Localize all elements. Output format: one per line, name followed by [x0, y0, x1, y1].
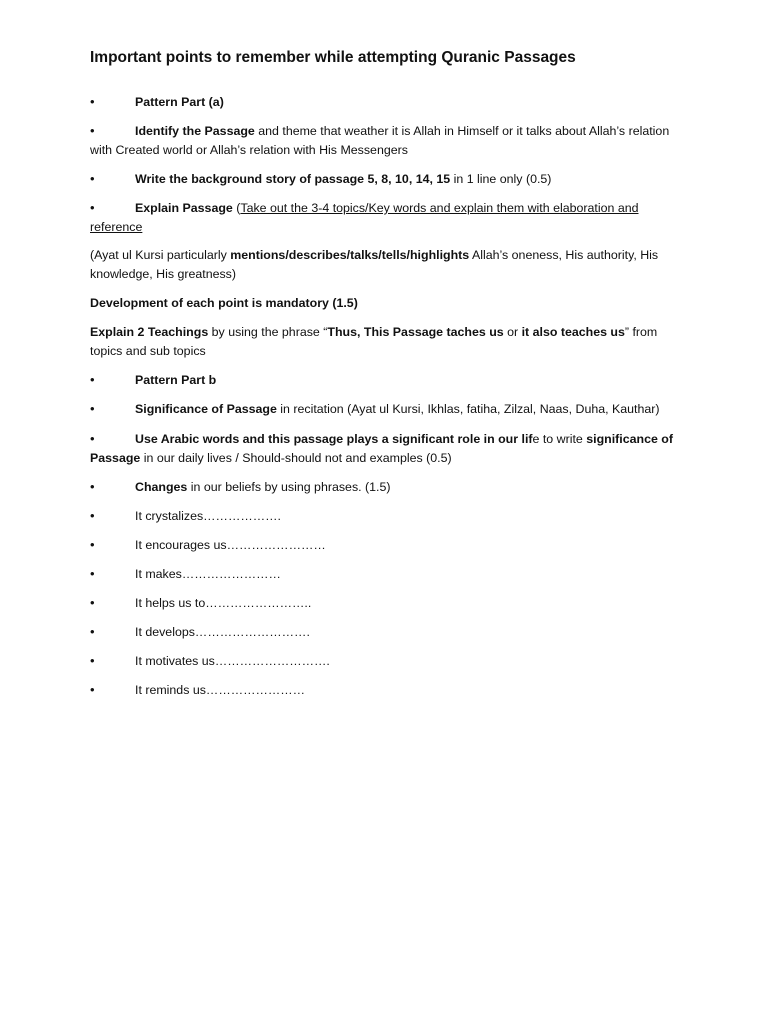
phrase-item — [90, 651, 680, 671]
ayat-bold: mentions/describes/talks/tells/highlights — [230, 248, 470, 262]
significance-bold: Significance of Passage — [135, 402, 277, 416]
phrase-text: It encourages us…………………… — [135, 538, 326, 552]
identify-passage-point — [90, 121, 680, 160]
phrase-item — [90, 564, 680, 584]
phrase-item — [90, 506, 680, 526]
development-bold: Development of each point is mandatory (1.5) — [90, 296, 358, 310]
significance-text: in recitation (Ayat ul Kursi, Ikhlas, fatiha, Zilzal, Naas, Duha, Kauthar) — [276, 402, 660, 416]
phrase-text: It helps us to…………………….. — [135, 596, 312, 610]
bullet-icon: • — [90, 682, 95, 697]
bullet-icon: • — [90, 595, 95, 610]
arabic-words-point — [90, 429, 680, 468]
ayat-note — [90, 246, 680, 284]
bullet-icon: • — [90, 431, 95, 446]
bullet-icon: • — [90, 372, 95, 387]
bullet-icon: • — [90, 653, 95, 668]
pattern-part-b — [90, 370, 680, 390]
document-title: Important points to remember while attempting Quranic Passages — [90, 49, 576, 66]
arabic-bold: Use Arabic words and this passage plays a significant role in our lif — [135, 432, 533, 446]
background-text: in 1 line only (0.5) — [450, 172, 552, 186]
explain-underlined: Take out the 3-4 topics/Key words and explain them with elaboration and reference — [90, 201, 639, 234]
changes-point — [90, 477, 680, 497]
arabic-bold-2: significance of Passage — [90, 432, 674, 465]
teach-bold-2: Thus, This Passage taches us — [327, 325, 504, 339]
phrase-text: It reminds us…………………… — [135, 683, 306, 697]
teach-bold-3: it also teaches us — [521, 325, 625, 339]
bullet-icon: • — [90, 94, 95, 109]
bullet-icon: • — [90, 401, 95, 416]
bullet-icon: • — [90, 171, 95, 186]
ayat-pre: (Ayat ul Kursi particularly — [90, 248, 231, 262]
changes-bold: Changes — [135, 480, 188, 494]
explain-paren: ( — [232, 201, 241, 215]
phrase-text: It makes…………………… — [135, 567, 281, 581]
changes-text: in our beliefs by using phrases. (1.5) — [187, 480, 391, 494]
pattern-a-label: Pattern Part (a) — [135, 95, 224, 109]
development-note — [90, 294, 680, 313]
background-story-point — [90, 169, 680, 189]
arabic-text: e to write — [532, 432, 587, 446]
teachings-note — [90, 323, 680, 361]
explain-bold: Explain Passage — [135, 201, 233, 215]
phrase-item — [90, 593, 680, 613]
bullet-icon: • — [90, 537, 95, 552]
teach-text-3: ” from topics and sub topics — [90, 325, 658, 358]
phrase-text: It develops………………………. — [135, 625, 310, 639]
identify-bold: Identify the Passage — [135, 124, 255, 138]
bullet-icon: • — [90, 479, 95, 494]
bullet-icon: • — [90, 200, 95, 215]
phrase-item — [90, 535, 680, 555]
identify-text: and theme that weather it is Allah in Himself or it talks about Allah’s relation with Created world or Allah’s relation with His Messengers — [90, 124, 670, 157]
teach-text-1: by using the phrase “ — [208, 325, 328, 339]
phrase-item — [90, 680, 680, 700]
teach-bold-1: Explain 2 Teachings — [90, 325, 209, 339]
pattern-b-label: Pattern Part b — [135, 373, 217, 387]
bullet-icon: • — [90, 624, 95, 639]
ayat-post: Allah’s oneness, His authority, His knowledge, His greatness) — [90, 248, 659, 281]
bullet-icon: • — [90, 123, 95, 138]
bullet-icon: • — [90, 508, 95, 523]
phrase-item — [90, 622, 680, 642]
bullet-icon: • — [90, 566, 95, 581]
phrase-text: It motivates us………………………. — [135, 654, 330, 668]
explain-passage-point — [90, 198, 680, 237]
background-bold: Write the background story of passage 5, 8, 10, 14, 15 — [135, 172, 451, 186]
arabic-rest: in our daily lives / Should-should not and examples (0.5) — [140, 451, 452, 465]
significance-point — [90, 399, 680, 419]
phrase-text: It crystalizes………………. — [135, 509, 281, 523]
teach-text-2: or — [503, 325, 522, 339]
pattern-part-a — [90, 92, 680, 112]
